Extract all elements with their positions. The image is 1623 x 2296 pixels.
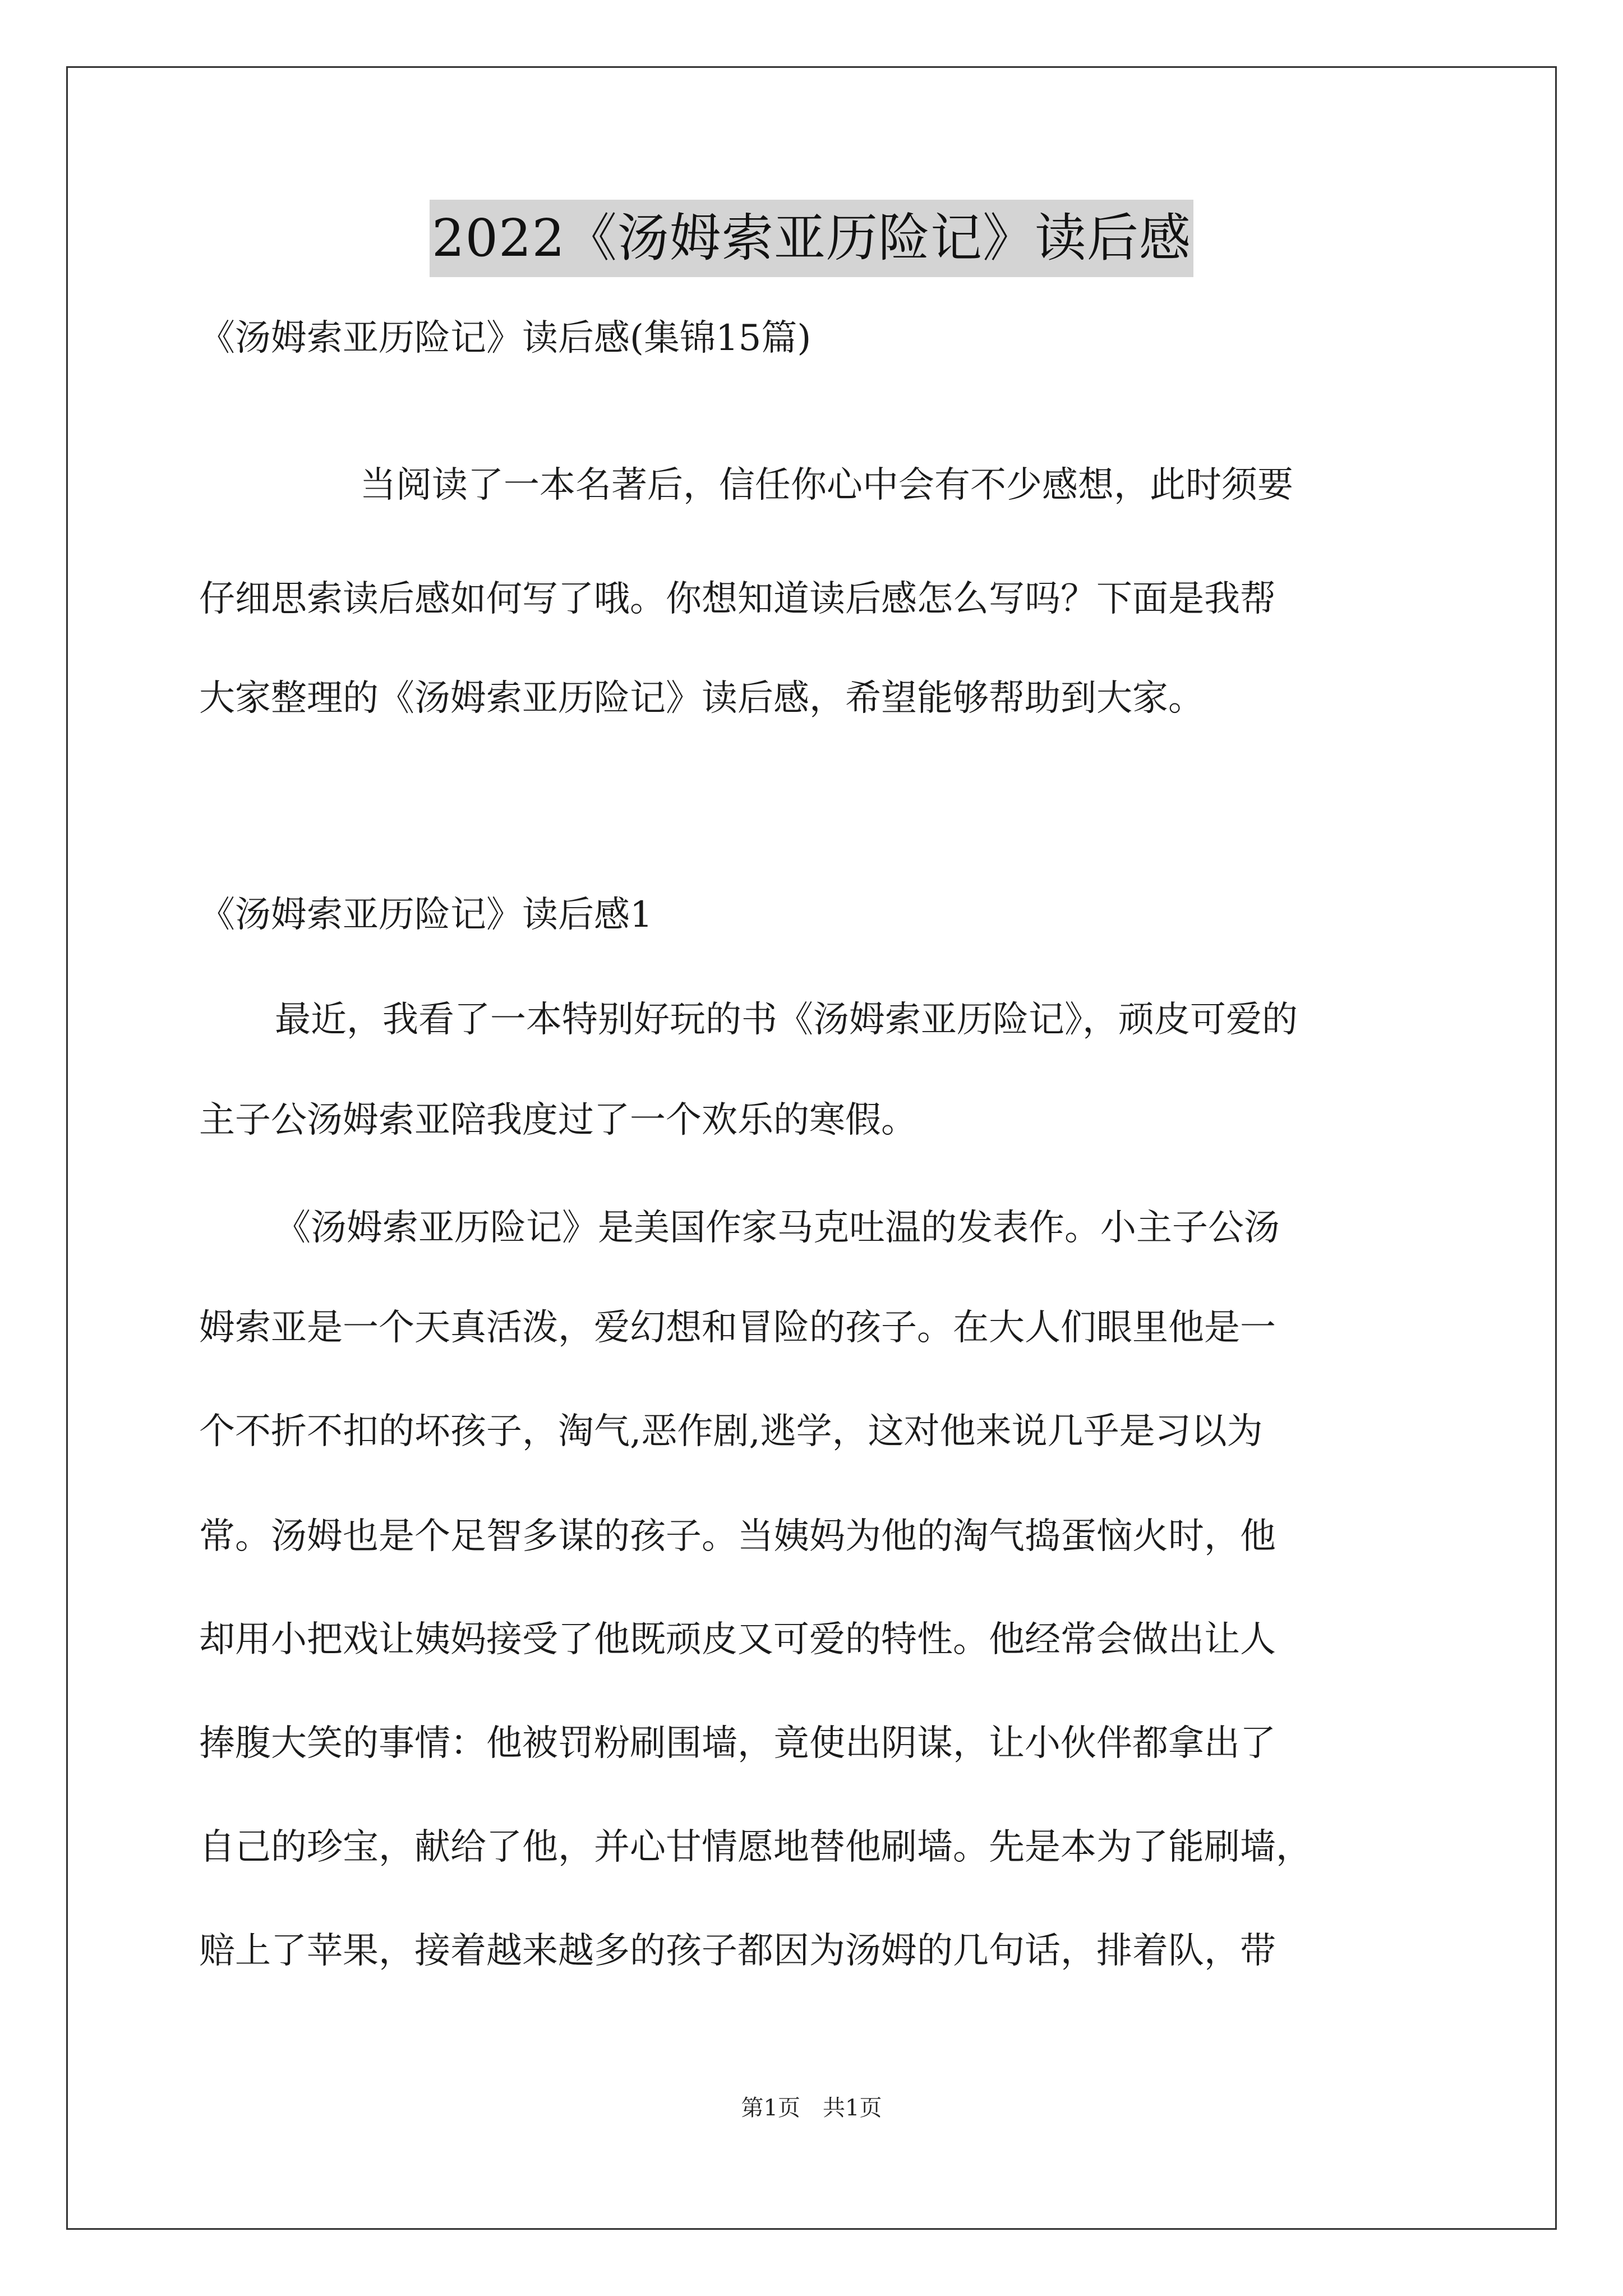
- intro-line-2: 仔细思索读后感如何写了哦。你想知道读后感怎么写吗？下面是我帮: [199, 578, 1276, 620]
- para2-line-8: 赔上了苹果，接着越来越多的孩子都因为汤姆的几句话，排着队，带: [199, 1930, 1276, 1972]
- page-number: 第1页: [741, 2095, 800, 2121]
- page-total: 共1页: [823, 2095, 882, 2121]
- para2-line-3: 个不折不扣的坏孩子，淘气,恶作剧,逃学，这对他来说几乎是习以为: [199, 1411, 1263, 1452]
- para2-line-1: 《汤姆索亚历险记》是美国作家马克吐温的发表作。小主子公汤: [275, 1207, 1280, 1249]
- page-border: [66, 66, 1557, 2230]
- para2-line-2: 姆索亚是一个天真活泼，爱幻想和冒险的孩子。在大人们眼里他是一: [199, 1307, 1276, 1349]
- section-heading: 《汤姆索亚历险记》读后感1: [199, 894, 653, 936]
- title-wrap: [0, 200, 1623, 277]
- para1-line-2: 主子公汤姆索亚陪我度过了一个欢乐的寒假。: [199, 1099, 917, 1141]
- para1-line-1: 最近，我看了一本特别好玩的书《汤姆索亚历险记》，顽皮可爱的: [275, 999, 1298, 1041]
- page-footer: [0, 2091, 1623, 2125]
- subtitle: 《汤姆索亚历险记》读后感(集锦15篇): [199, 318, 811, 359]
- para2-line-7: 自己的珍宝，献给了他，并心甘情愿地替他刷墙。先是本为了能刷墙，: [199, 1826, 1312, 1868]
- para2-line-4: 常。汤姆也是个足智多谋的孩子。当姨妈为他的淘气捣蛋恼火时，他: [199, 1516, 1276, 1557]
- para2-line-5: 却用小把戏让姨妈接受了他既顽皮又可爱的特性。他经常会做出让人: [199, 1619, 1276, 1660]
- document-title: 2022《汤姆索亚历险记》读后感: [430, 200, 1193, 277]
- intro-line-1: 当阅读了一本名著后，信任你心中会有不少感想，此时须要: [360, 464, 1293, 506]
- intro-line-3: 大家整理的《汤姆索亚历险记》读后感，希望能够帮助到大家。: [199, 678, 1204, 719]
- para2-line-6: 捧腹大笑的事情：他被罚粉刷围墙，竟使出阴谋，让小伙伴都拿出了: [199, 1723, 1276, 1764]
